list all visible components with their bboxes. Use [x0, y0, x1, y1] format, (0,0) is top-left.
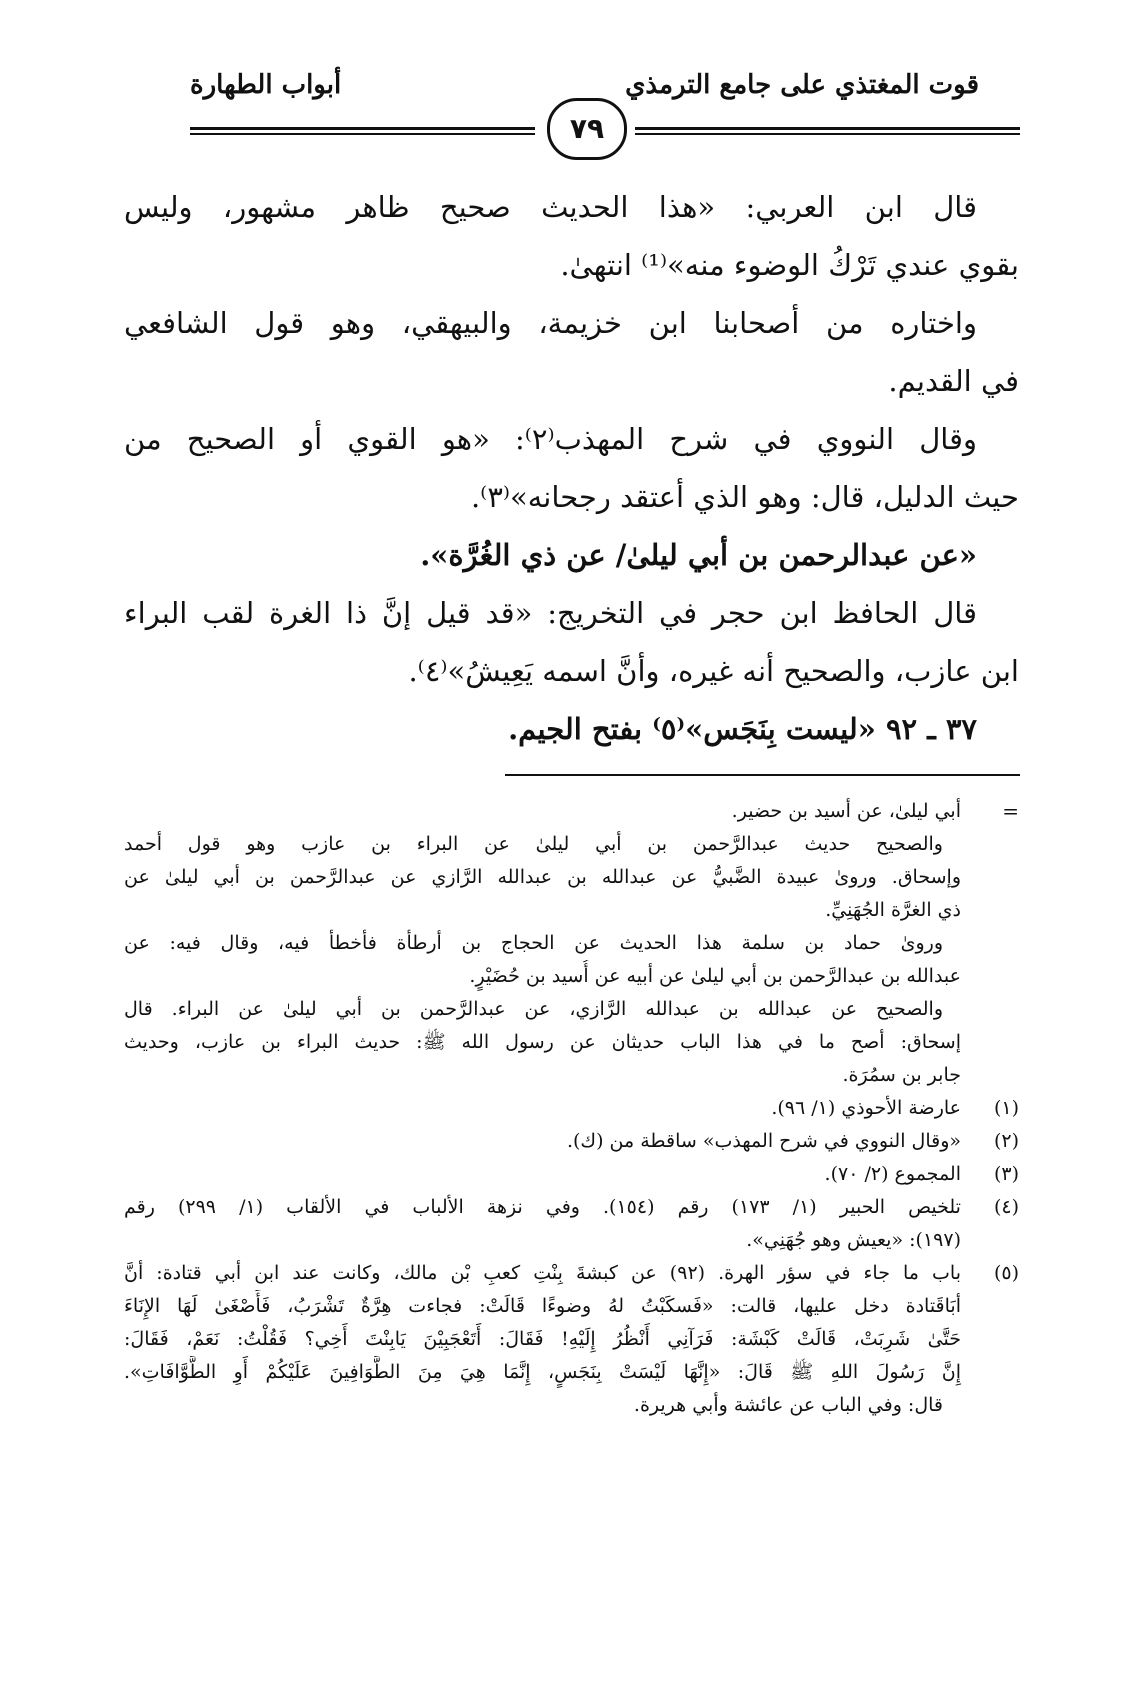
footnote-line: والصحيح عن عبدالله بن عبدالله الرَّازي، عن عبدالرَّحمن بن أبي ليلىٰ عن البراء. قال [124, 998, 943, 1020]
main-line: قال الحافظ ابن حجر في التخريج: «قد قيل إنَّ ذا الغرة لقب البراء [124, 596, 977, 630]
main-line: في القديم. [888, 364, 1019, 398]
main-line: حيث الدليل، قال: وهو الذي أعتقد رجحانه»⁽٣⁾. [470, 480, 1019, 514]
footnote-number: (١) [993, 1097, 1019, 1119]
running-head-section-title: أبواب الطهارة [190, 70, 342, 100]
footnote-line: = أبي ليلىٰ، عن أسيد بن حضير. [124, 795, 1019, 828]
page-number: ٧٩ [547, 98, 627, 160]
footnotes [124, 795, 1019, 1422]
hadith-heading: ٣٧ ـ ٩٢ «ليست بِنَجَس»⁽٥⁾ بفتح الجيم. [508, 712, 977, 746]
footnote-4: (٤) تلخيص الحبير (١/ ١٧٣) رقم (١٥٤). وفي نزهة الألباب في الألقاب (١/ ٢٩٩) رقم [124, 1191, 1019, 1224]
footnote-line: أبَاقَتادة دخل عليها، قالت: «فَسكَبْتُ لهُ وضوءًا قَالَتْ: فجاءت هِرَّةٌ تَشْرَبُ، فَأَصْغَىٰ لَهَا الإِنَاءَ [124, 1295, 961, 1317]
footnote-line: وروىٰ حماد بن سلمة هذا الحديث عن الحجاج بن أرطأة فأخطأ فيه، وقال فيه: عن [124, 932, 943, 954]
footnote-line: إِنَّ رَسُولَ اللهِ ﷺ قَالَ: «إِنَّهَا لَيْسَتْ بِنَجَسٍ، إِنَّمَا هِيَ مِنَ الطَّوَافِينَ عَلَيْكُمْ أَوِ الطَّوَّافَاتِ». [124, 1361, 961, 1383]
footnote-number: (٤) [993, 1196, 1019, 1218]
footnote-line: جابر بن سمُرَة. [842, 1064, 961, 1086]
main-line: واختاره من أصحابنا ابن خزيمة، والبيهقي، وهو قول الشافعي [124, 306, 977, 340]
footnote-line: (١٩٧): «يعيش وهو جُهَنِي». [746, 1229, 961, 1251]
running-head-book-title: قوت المغتذي على جامع الترمذي [625, 70, 979, 100]
continuation-mark: = [1002, 799, 1019, 823]
footnote-line: والصحيح حديث عبدالرَّحمن بن أبي ليلىٰ عن البراء بن عازب وهو قول أحمد [124, 833, 943, 855]
main-line: وقال النووي في شرح المهذب⁽٢⁾: «هو القوي أو الصحيح من [124, 422, 977, 456]
footnote-3: (٣) المجموع (٢/ ٧٠). [124, 1158, 1019, 1191]
footnote-line: وإسحاق. وروىٰ عبيدة الضَّبيُّ عن عبدالله بن عبدالله الرَّازي عن عبدالرَّحمن بن أبي ليلىٰ عن [124, 866, 961, 888]
footnote-separator [505, 774, 1020, 776]
main-line: بقوي عندي تَرْكُ الوضوء منه»⁽¹⁾ انتهىٰ. [560, 248, 1019, 282]
footnote-line: عبدالله بن عبدالرَّحمن بن أبي ليلىٰ عن أبيه عن أُسيد بن حُضَيْرٍ. [469, 965, 961, 987]
footnote-line: قال: وفي الباب عن عائشة وأبي هريرة. [633, 1394, 943, 1416]
footnote-line: حَتَّىٰ شَرِبَتْ، قَالَتْ كَبْشَة: فَرَآنِي أَنْظُرُ إِلَيْهِ! فَقَالَ: أَتَعْجَبِيْنَ يَابِنْتَ أَخِي؟ فَقُلْتُ: نَعَمْ، فَقَالَ: [124, 1328, 961, 1350]
footnote-number: (٣) [993, 1163, 1019, 1185]
footnote-number: (٥) [993, 1262, 1019, 1284]
main-text [124, 178, 1019, 758]
footnote-1: (١) عارضة الأحوذي (١/ ٩٦). [124, 1092, 1019, 1125]
main-line: ابن عازب، والصحيح أنه غيره، وأنَّ اسمه يَعِيشُ»⁽٤⁾. [408, 654, 1019, 688]
header-rule-left [190, 127, 535, 137]
footnote-number: (٢) [993, 1130, 1019, 1152]
hadith-heading: «عن عبدالرحمن بن أبي ليلىٰ/ عن ذي الغُرَّة». [420, 538, 977, 572]
footnote-line: ذي الغرَّة الجُهَنِيِّ. [825, 899, 961, 921]
footnote-2: (٢) «وقال النووي في شرح المهذب» ساقطة من (ك). [124, 1125, 1019, 1158]
footnote-5: (٥) باب ما جاء في سؤر الهرة. (٩٢) عن كبشةَ بِنْتِ كعبِ بْن مالك، وكانت عند ابن أبي قتادة: أنَّ [124, 1257, 1019, 1290]
footnote-line: إسحاق: أصح ما في هذا الباب حديثان عن رسول الله ﷺ: حديث البراء بن عازب، وحديث [124, 1031, 962, 1053]
main-line: قال ابن العربي: «هذا الحديث صحيح ظاهر مشهور، وليس [124, 190, 977, 224]
header-rule-right [635, 127, 1020, 137]
